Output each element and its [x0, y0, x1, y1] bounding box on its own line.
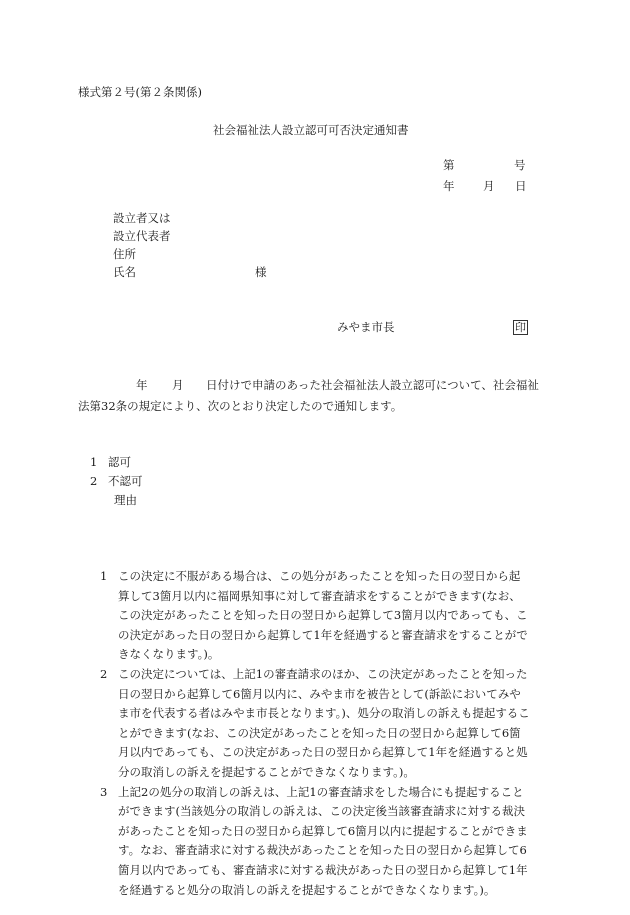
date-year-label: 年 — [443, 179, 455, 193]
decision-1-num: 1 — [90, 455, 98, 469]
note-item — [95, 665, 530, 783]
body-year-label: 年 — [136, 378, 148, 392]
note-item — [95, 783, 530, 901]
body-month-label: 月 — [172, 378, 184, 392]
notes-list — [95, 567, 530, 900]
name-label: 氏名 — [113, 265, 136, 279]
number-label-suffix: 号 — [514, 158, 526, 172]
seal-icon: 印 — [515, 321, 526, 334]
issuer-name: みやま市長 — [337, 320, 395, 334]
decision-2-label: 不認可 — [108, 474, 143, 488]
decision-1-label: 認可 — [108, 455, 131, 469]
honorific: 様 — [255, 265, 267, 279]
note-number: 2 — [100, 666, 108, 681]
note-number: 1 — [100, 569, 108, 583]
note-item — [95, 567, 530, 665]
body-text-line2: 法第32条の規定により、次のとおり決定したので通知します。 — [78, 399, 403, 413]
date-day-label: 日 — [515, 179, 527, 193]
note-number: 3 — [100, 784, 108, 799]
note-text: この決定については、上記1の審査請求のほか、この決定があったことを知った日の翌日から起算して6箇月以内に、みやま市を被告として(訴訟においてみやま市を代表する者はみやま市長となります。)、処分の取消しの訴えも提起することができます(なお、この決定があったことを知った日の翌日から起算して6箇月以内であっても、この決定があった日の翌日から起算して1年を経過すると処分の取消しの訴えを提起することができなくなります。)。 — [118, 666, 530, 779]
form-id: 様式第２号(第２条関係) — [78, 85, 202, 99]
founder-label-line2: 設立代表者 — [113, 229, 171, 243]
note-text: この決定に不服がある場合は、この処分があったことを知った日の翌日から起算して3箇月以内に福岡県知事に対して審査請求をすることができます(なお、この決定があったことを知った日の翌日から起算して3箇月以内であっても、この決定があった日の翌日から起算して1年を経過すると審査請求をすることができなくなります。)。 — [118, 569, 528, 662]
body-text-line1: 日付けで申請のあった社会福祉法人設立認可について、社会福祉 — [206, 378, 539, 392]
address-label: 住所 — [113, 247, 136, 261]
document-title: 社会福祉法人設立認可可否決定通知書 — [213, 123, 409, 137]
number-label-prefix: 第 — [443, 158, 455, 172]
decision-2-num: 2 — [90, 474, 98, 488]
date-month-label: 月 — [483, 179, 495, 193]
founder-label-line1: 設立者又は — [113, 211, 171, 225]
reason-label: 理由 — [114, 493, 137, 507]
note-text: 上記2の処分の取消しの訴えは、上記1の審査請求をした場合にも提起することができます(当該処分の取消しの訴えは、この決定後当該審査請求に対する裁決があったことを知った日の翌日から起算して6箇月以内に提起することができます。なお、審査請求に対する裁決があったことを知った日の翌日から起算して6箇月以内であっても、審査請求に対する裁決があった日の翌日から起算して1年を経過すると処分の取消しの訴えを提起することができなくなります。)。 — [118, 784, 528, 897]
seal-mark — [513, 320, 528, 335]
